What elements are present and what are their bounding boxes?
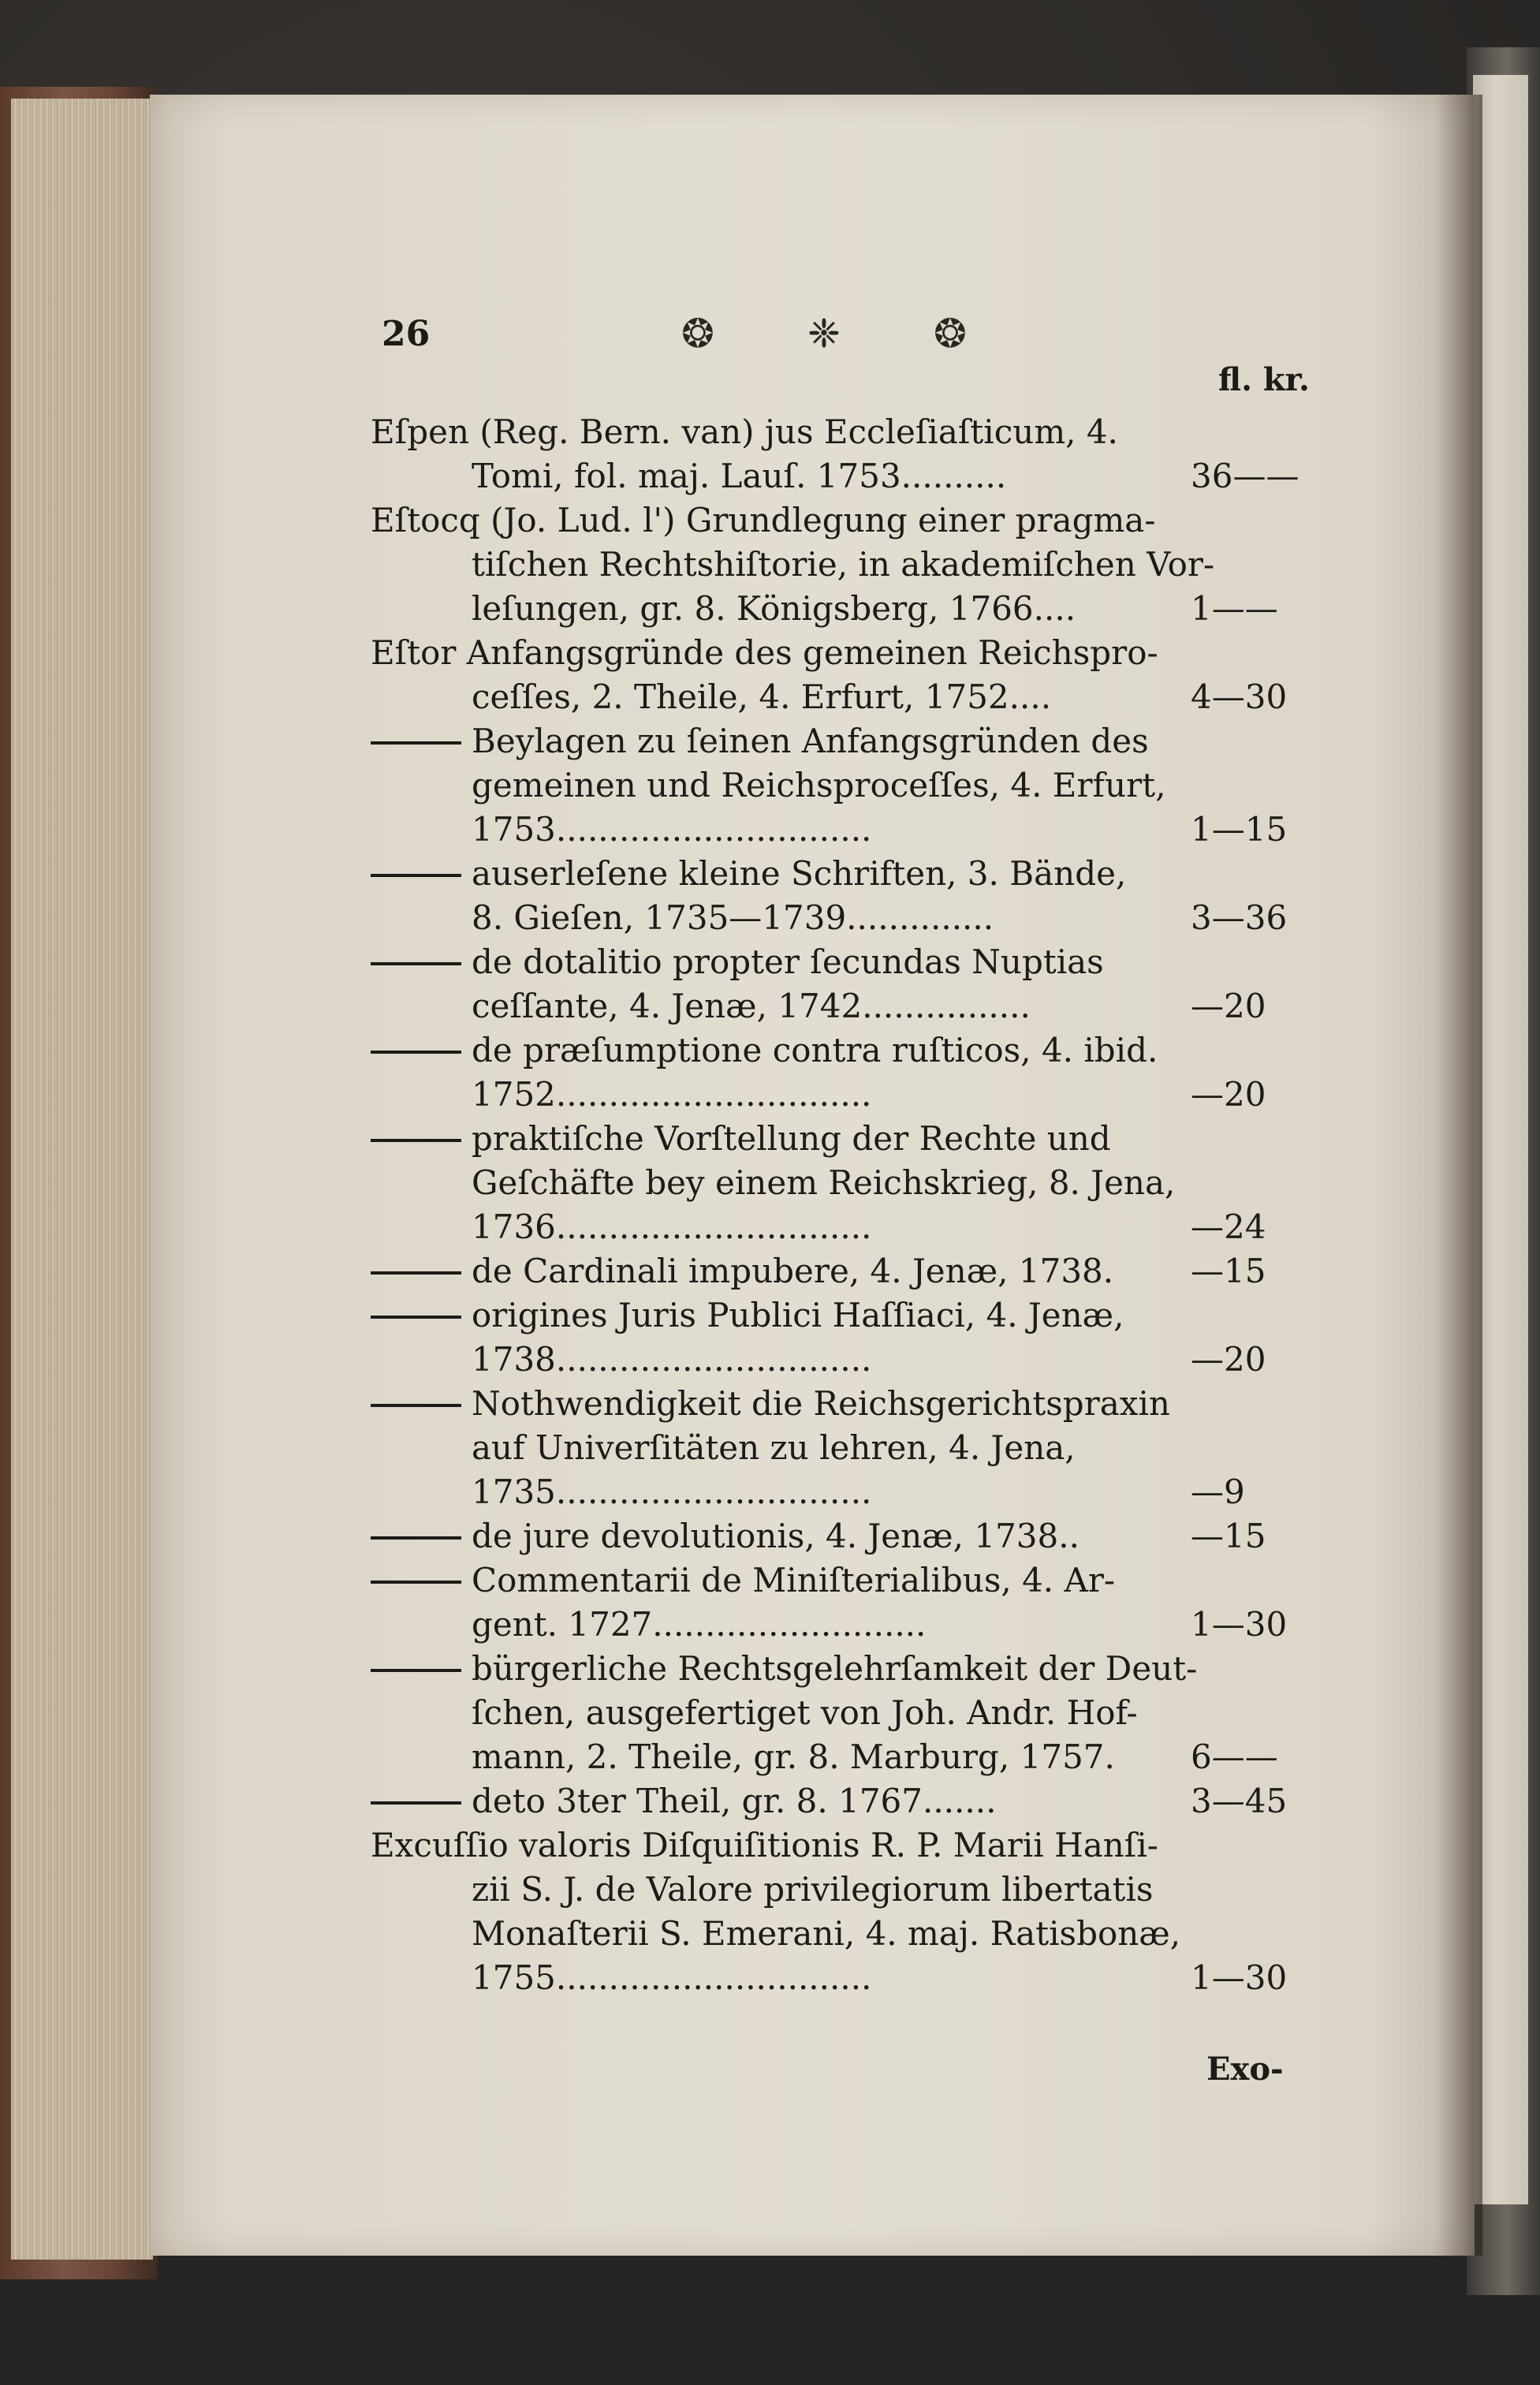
entry-text: de Cardinali impubere, 4. Jenæ, 1738. (472, 1252, 1114, 1290)
catalog-line (371, 1293, 1348, 1338)
catalog-entries (371, 410, 1348, 2000)
catalog-line (371, 543, 1348, 587)
catalog-line (371, 1338, 1348, 1382)
catalog-line (371, 1912, 1348, 1956)
entry-text: gent. 1727.......................... (472, 1605, 927, 1644)
entry-price: —15 (1191, 1252, 1266, 1290)
ditto-dash (371, 1669, 461, 1672)
entry-price: —9 (1191, 1472, 1245, 1511)
ditto-dash (371, 1139, 461, 1142)
ditto-dash (371, 1271, 461, 1275)
entry-price: 36—— (1191, 457, 1299, 495)
ditto-dash (371, 1404, 461, 1407)
catalog-line (371, 984, 1348, 1028)
entry-price: 6—— (1191, 1737, 1278, 1776)
catalog-line (371, 1735, 1348, 1779)
entry-text: tiſchen Rechtshiſtorie, in akademiſchen Vor- (472, 545, 1215, 584)
catalog-line (371, 763, 1348, 808)
ornament-right: ❂ (934, 311, 967, 356)
entry-text: ceſſes, 2. Theile, 4. Erfurt, 1752.... (472, 677, 1052, 716)
entry-text: zii S. J. de Valore privilegiorum libertatis (472, 1870, 1154, 1909)
entry-price: —20 (1191, 1075, 1266, 1114)
catalog-line (371, 675, 1348, 719)
entry-text: 1735.............................. (472, 1472, 872, 1511)
catalog-line (371, 1249, 1348, 1293)
entry-text: Excuſſio valoris Diſquiſitionis R. P. Marii Hanſi- (371, 1826, 1158, 1864)
catalog-line (371, 1956, 1348, 2000)
catalog-line (371, 587, 1348, 631)
entry-text: 1753.............................. (472, 810, 872, 849)
entry-text: auserleſene kleine Schriften, 3. Bände, (472, 854, 1127, 893)
ditto-dash (371, 1051, 461, 1054)
catalog-line (371, 1868, 1348, 1912)
catalog-line (371, 1558, 1348, 1603)
entry-text: deto 3ter Theil, gr. 8. 1767....... (472, 1782, 997, 1820)
entry-text: leſungen, gr. 8. Königsberg, 1766.... (472, 589, 1076, 628)
catalog-line (371, 1117, 1348, 1161)
entry-price: —15 (1191, 1517, 1266, 1555)
entry-text: Tomi, fol. maj. Lauſ. 1753.......... (472, 457, 1007, 495)
entry-text: 8. Gieſen, 1735—1739.............. (472, 898, 994, 937)
entry-text: ceſſante, 4. Jenæ, 1742................ (472, 987, 1031, 1025)
catchword: Exo- (1206, 2051, 1284, 2088)
catalog-line (371, 719, 1348, 763)
page-header (382, 311, 1328, 369)
entry-text: 1755.............................. (472, 1958, 872, 1997)
entry-text: auf Univerſitäten zu lehren, 4. Jena, (472, 1428, 1076, 1467)
entry-price: 1—30 (1191, 1958, 1288, 1997)
catalog-line (371, 498, 1348, 543)
catalog-line (371, 1073, 1348, 1117)
catalog-line (371, 1028, 1348, 1073)
ditto-dash (371, 741, 461, 745)
page-gutter-shadow (1435, 95, 1482, 2256)
catalog-line (371, 1161, 1348, 1205)
entry-text: 1736.............................. (472, 1207, 872, 1246)
ditto-dash (371, 962, 461, 965)
price-column-header: fl. kr. (1218, 361, 1310, 398)
catalog-line (371, 1470, 1348, 1514)
entry-price: 1—30 (1191, 1605, 1288, 1644)
entry-text: Eſpen (Reg. Bern. van) jus Eccleſiaſticum, 4. (371, 412, 1118, 451)
ditto-dash (371, 874, 461, 877)
entry-text: de præſumptione contra ruſticos, 4. ibid. (472, 1031, 1158, 1069)
catalog-line (371, 808, 1348, 852)
entry-price: 1—15 (1191, 810, 1288, 849)
entry-text: Geſchäfte bey einem Reichskrieg, 8. Jena, (472, 1163, 1176, 1202)
catalog-line (371, 1779, 1348, 1823)
ornament-center: ❈ (807, 311, 841, 356)
ditto-dash (371, 1581, 461, 1584)
catalog-line (371, 1823, 1348, 1868)
entry-price: —24 (1191, 1207, 1266, 1246)
catalog-line (371, 940, 1348, 984)
entry-text: Beylagen zu ſeinen Anfangsgründen des (472, 722, 1149, 760)
entry-text: origines Juris Publici Haſſiaci, 4. Jenæ, (472, 1296, 1124, 1334)
ornament-left: ❂ (681, 311, 714, 356)
ditto-dash (371, 1801, 461, 1805)
entry-text: 1738.............................. (472, 1340, 872, 1379)
entry-text: gemeinen und Reichsproceſſes, 4. Erfurt, (472, 766, 1166, 804)
entry-text: Monaſterii S. Emerani, 4. maj. Ratisbonæ, (472, 1914, 1181, 1953)
catalog-line (371, 1514, 1348, 1558)
catalog-line (371, 852, 1348, 896)
entry-text: Nothwendigkeit die Reichsgerichtspraxin (472, 1384, 1170, 1423)
ditto-dash (371, 1316, 461, 1319)
page-number: 26 (382, 314, 431, 354)
entry-price: 3—36 (1191, 898, 1288, 937)
entry-text: praktiſche Vorſtellung der Rechte und (472, 1119, 1111, 1158)
entry-price: 3—45 (1191, 1782, 1288, 1820)
left-page-edges (11, 99, 153, 2260)
entry-text: Commentarii de Miniſterialibus, 4. Ar- (472, 1561, 1116, 1599)
catalog-line (371, 896, 1348, 940)
entry-text: de jure devolutionis, 4. Jenæ, 1738.. (472, 1517, 1079, 1555)
catalog-line (371, 1603, 1348, 1647)
entry-text: mann, 2. Theile, gr. 8. Marburg, 1757. (472, 1737, 1115, 1776)
entry-price: 1—— (1191, 589, 1278, 628)
catalog-line (371, 1382, 1348, 1426)
catalog-line (371, 410, 1348, 454)
ditto-dash (371, 1536, 461, 1540)
catalog-line (371, 1691, 1348, 1735)
entry-text: bürgerliche Rechtsgelehrſamkeit der Deut- (472, 1649, 1198, 1688)
entry-price: —20 (1191, 987, 1266, 1025)
entry-price: 4—30 (1191, 677, 1288, 716)
entry-text: Eſtor Anfangsgründe des gemeinen Reichspro- (371, 633, 1158, 672)
catalog-line (371, 631, 1348, 675)
catalog-line (371, 1647, 1348, 1691)
entry-text: ſchen, ausgefertiget von Joh. Andr. Hof- (472, 1693, 1138, 1732)
entry-text: Eſtocq (Jo. Lud. l') Grundlegung einer pragma- (371, 501, 1156, 539)
entry-text: 1752.............................. (472, 1075, 872, 1114)
entry-text: de dotalitio propter ſecundas Nuptias (472, 942, 1104, 981)
catalog-line (371, 454, 1348, 498)
catalog-line (371, 1426, 1348, 1470)
catalog-line (371, 1205, 1348, 1249)
entry-price: —20 (1191, 1340, 1266, 1379)
